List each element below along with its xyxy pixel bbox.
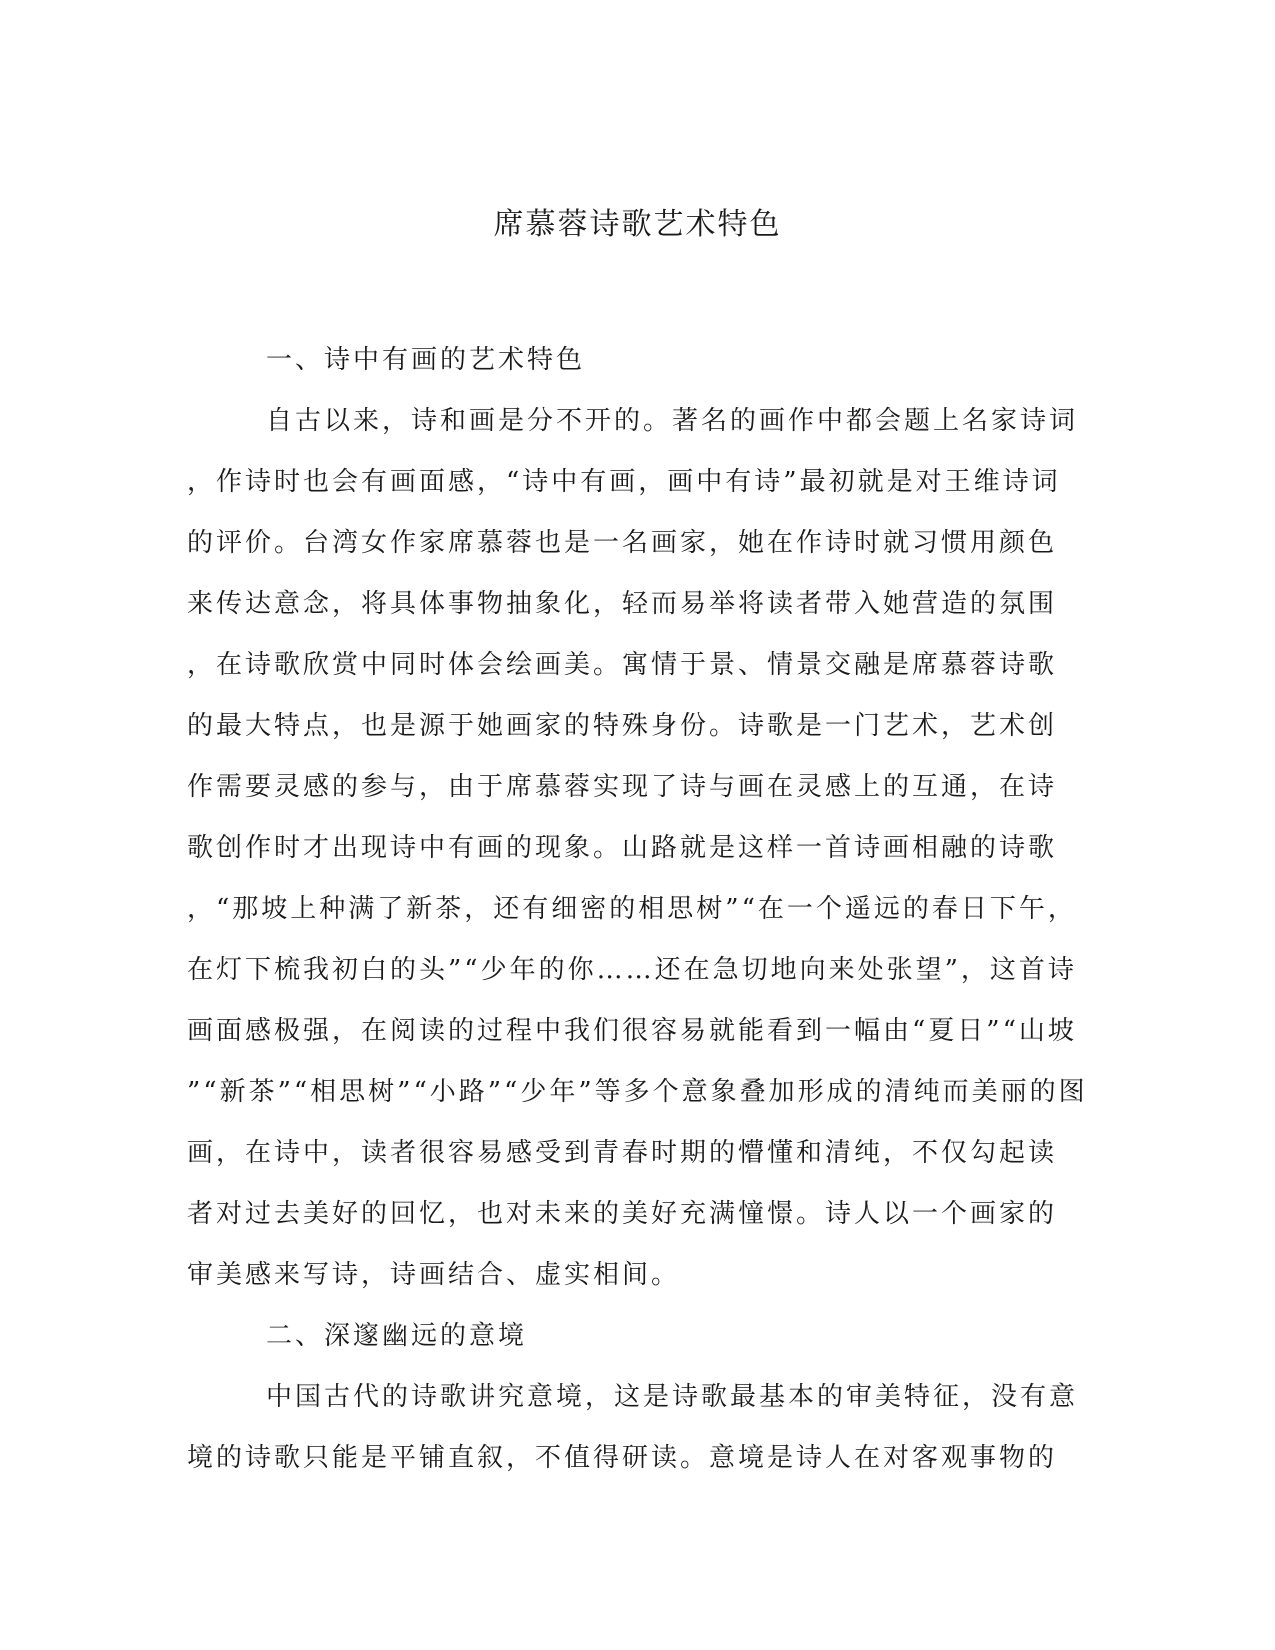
paragraph-line: 歌创作时才出现诗中有画的现象。山路就是这样一首诗画相融的诗歌 [187, 833, 1058, 863]
paragraph-line: 作需要灵感的参与，由于席慕蓉实现了诗与画在灵感上的互通，在诗 [187, 772, 1058, 802]
paragraph-line: 中国古代的诗歌讲究意境，这是诗歌最基本的审美特征，没有意 [266, 1382, 1079, 1412]
paragraph-line: 画，在诗中，读者很容易感受到青春时期的懵懂和清纯，不仅勾起读 [187, 1138, 1058, 1168]
paragraph-line: 者对过去美好的回忆，也对未来的美好充满憧憬。诗人以一个画家的 [187, 1199, 1058, 1229]
paragraph-line: 的评价。台湾女作家席慕蓉也是一名画家，她在作诗时就习惯用颜色 [187, 528, 1058, 558]
document-title: 席慕蓉诗歌艺术特色 [493, 207, 782, 242]
paragraph-line: ，在诗歌欣赏中同时体会绘画美。寓情于景、情景交融是席慕蓉诗歌 [187, 650, 1058, 680]
section-heading-2: 二、深邃幽远的意境 [266, 1321, 528, 1351]
paragraph-line: 画面感极强，在阅读的过程中我们很容易就能看到一幅由“夏日”“山坡 [187, 1016, 1077, 1046]
paragraph-line: ，“那坡上种满了新茶，还有细密的相思树”“在一个遥远的春日下午， [187, 894, 1077, 924]
paragraph-line: 在灯下梳我初白的头”“少年的你……还在急切地向来处张望”，这首诗 [187, 955, 1077, 985]
document-body [187, 330, 1088, 1489]
paragraph-line: ，作诗时也会有画面感，“诗中有画，画中有诗”最初就是对王维诗词 [187, 467, 1061, 497]
section-heading-1: 一、诗中有画的艺术特色 [266, 345, 586, 375]
paragraph-line: 自古以来，诗和画是分不开的。著名的画作中都会题上名家诗词 [266, 406, 1079, 436]
paragraph-line: 来传达意念，将具体事物抽象化，轻而易举将读者带入她营造的氛围 [187, 589, 1058, 619]
paragraph-line: 的最大特点，也是源于她画家的特殊身份。诗歌是一门艺术，艺术创 [187, 711, 1058, 741]
paragraph-line: 审美感来写诗，诗画结合、虚实相间。 [187, 1260, 681, 1290]
paragraph-line: 境的诗歌只能是平铺直叙，不值得研读。意境是诗人在对客观事物的 [187, 1443, 1058, 1473]
paragraph-line: ”“新茶”“相思树”“小路”“少年”等多个意象叠加形成的清纯而美丽的图 [187, 1077, 1088, 1107]
